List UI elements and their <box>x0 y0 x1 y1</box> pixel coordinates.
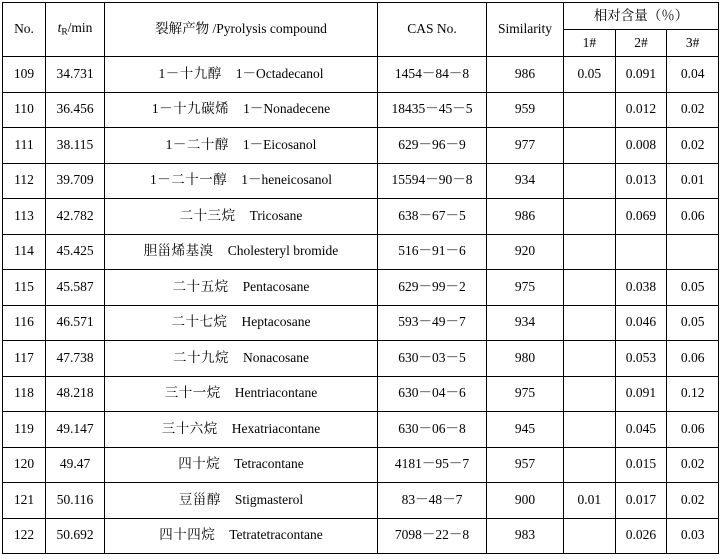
cell-similarity: 959 <box>487 92 564 128</box>
compound-chinese: 二十九烷 <box>173 349 229 365</box>
cell-compound <box>105 376 378 412</box>
cell-sample-1 <box>564 92 616 128</box>
pyrolysis-compound-table <box>2 2 719 554</box>
header-row-top <box>3 3 719 30</box>
table-row <box>3 92 719 128</box>
table-row <box>3 163 719 199</box>
cell-no: 121 <box>3 483 46 519</box>
cell-cas: 630－03－5 <box>378 341 487 377</box>
cell-similarity: 945 <box>487 412 564 448</box>
cell-cas: 593－49－7 <box>378 305 487 341</box>
cell-compound <box>105 483 378 519</box>
cell-sample-1: 0.05 <box>564 57 616 93</box>
cell-sample-1 <box>564 234 616 270</box>
compound-english: Tricosane <box>249 207 303 223</box>
cell-compound <box>105 234 378 270</box>
header-tr-unit: /min <box>67 20 93 36</box>
compound-english: Hentriacontane <box>234 385 318 401</box>
cell-cas: 630－04－6 <box>378 376 487 412</box>
cell-no: 117 <box>3 341 46 377</box>
header-relative-content: 相对含量（％） <box>564 3 719 30</box>
table-row <box>3 412 719 448</box>
cell-sample-3: 0.04 <box>667 57 719 93</box>
cell-retention-time: 34.731 <box>46 57 105 93</box>
cell-retention-time: 36.456 <box>46 92 105 128</box>
cell-sample-2: 0.069 <box>615 199 667 235</box>
cell-similarity: 980 <box>487 341 564 377</box>
cell-cas: 18435－45－5 <box>378 92 487 128</box>
cell-retention-time: 49.47 <box>46 447 105 483</box>
table-row <box>3 518 719 554</box>
compound-chinese: 二十三烷 <box>179 207 236 223</box>
cell-sample-3: 0.03 <box>667 518 719 554</box>
cell-cas: 629－96－9 <box>378 128 487 164</box>
table-row <box>3 376 719 412</box>
table-row <box>3 305 719 341</box>
cell-cas: 1454－84－8 <box>378 57 487 93</box>
table-row <box>3 270 719 306</box>
table-row <box>3 447 719 483</box>
cell-no: 115 <box>3 270 46 306</box>
cell-retention-time: 45.425 <box>46 234 105 270</box>
cell-sample-2: 0.038 <box>615 270 667 306</box>
cell-no: 110 <box>3 92 46 128</box>
cell-sample-2: 0.015 <box>615 447 667 483</box>
compound-chinese: 四十四烷 <box>159 527 216 543</box>
cell-similarity: 975 <box>487 376 564 412</box>
cell-sample-1 <box>564 270 616 306</box>
cell-sample-2: 0.053 <box>615 341 667 377</box>
cell-cas: 638－67－5 <box>378 199 487 235</box>
cell-sample-1 <box>564 305 616 341</box>
cell-sample-2: 0.045 <box>615 412 667 448</box>
cell-similarity: 986 <box>487 199 564 235</box>
cell-sample-2: 0.091 <box>615 57 667 93</box>
cell-retention-time: 47.738 <box>46 341 105 377</box>
compound-chinese: 1－十九碳烯 <box>151 101 230 117</box>
compound-chinese: 二十七烷 <box>171 314 228 330</box>
cell-cas: 83－48－7 <box>378 483 487 519</box>
cell-sample-3: 0.02 <box>667 92 719 128</box>
table-row <box>3 483 719 519</box>
cell-no: 122 <box>3 518 46 554</box>
compound-chinese: 三十六烷 <box>161 420 218 436</box>
cell-sample-2: 0.017 <box>615 483 667 519</box>
cell-sample-3: 0.02 <box>667 447 719 483</box>
cell-compound <box>105 92 378 128</box>
cell-sample-1 <box>564 376 616 412</box>
cell-sample-1 <box>564 518 616 554</box>
cell-sample-2: 0.012 <box>615 92 667 128</box>
cell-compound <box>105 128 378 164</box>
header-tr-symbol: t <box>57 20 62 36</box>
cell-similarity: 957 <box>487 447 564 483</box>
compound-english: Pentacosane <box>242 278 310 294</box>
cell-compound <box>105 57 378 93</box>
cell-sample-1 <box>564 128 616 164</box>
cell-compound <box>105 199 378 235</box>
cell-retention-time: 48.218 <box>46 376 105 412</box>
cell-retention-time: 46.571 <box>46 305 105 341</box>
table-row <box>3 128 719 164</box>
compound-english: Tetracontane <box>234 456 304 472</box>
cell-retention-time: 38.115 <box>46 128 105 164</box>
compound-english: 1－Nonadecene <box>243 101 331 117</box>
header-tr-subscript: R <box>61 27 68 38</box>
cell-cas: 7098－22－8 <box>378 518 487 554</box>
cell-compound <box>105 270 378 306</box>
cell-cas: 629－99－2 <box>378 270 487 306</box>
cell-similarity: 986 <box>487 57 564 93</box>
table-row <box>3 234 719 270</box>
cell-retention-time: 50.692 <box>46 518 105 554</box>
cell-retention-time: 49.147 <box>46 412 105 448</box>
table-row <box>3 199 719 235</box>
cell-sample-2: 0.008 <box>615 128 667 164</box>
compound-chinese: 二十五烷 <box>172 278 229 294</box>
cell-cas: 4181－95－7 <box>378 447 487 483</box>
compound-chinese: 豆甾醇 <box>178 491 221 507</box>
cell-no: 116 <box>3 305 46 341</box>
table-row <box>3 341 719 377</box>
cell-sample-3: 0.06 <box>667 199 719 235</box>
cell-similarity: 900 <box>487 483 564 519</box>
compound-english: Cholesteryl bromide <box>227 243 339 259</box>
cell-sample-3: 0.05 <box>667 270 719 306</box>
cell-retention-time: 45.587 <box>46 270 105 306</box>
cell-compound <box>105 447 378 483</box>
cell-compound <box>105 341 378 377</box>
cell-retention-time: 39.709 <box>46 163 105 199</box>
cell-similarity: 975 <box>487 270 564 306</box>
cell-sample-2: 0.046 <box>615 305 667 341</box>
compound-english: Nonacosane <box>243 349 309 365</box>
header-retention-time <box>46 3 105 57</box>
cell-no: 119 <box>3 412 46 448</box>
compound-chinese: 1－二十醇 <box>165 136 229 152</box>
cell-similarity: 983 <box>487 518 564 554</box>
cell-sample-3: 0.02 <box>667 128 719 164</box>
cell-cas: 516－91－6 <box>378 234 487 270</box>
table-header <box>3 3 719 57</box>
header-sample-3: 3# <box>667 30 719 57</box>
compound-english: 1－Octadecanol <box>235 65 324 81</box>
cell-similarity: 977 <box>487 128 564 164</box>
cell-sample-2: 0.091 <box>615 376 667 412</box>
cell-sample-1 <box>564 447 616 483</box>
compound-chinese: 1－二十一醇 <box>150 172 228 188</box>
cell-no: 111 <box>3 128 46 164</box>
header-cas: CAS No. <box>378 3 487 57</box>
compound-english: 1－heneicosanol <box>241 172 332 188</box>
cell-compound <box>105 412 378 448</box>
cell-compound <box>105 305 378 341</box>
header-sample-1: 1# <box>564 30 616 57</box>
cell-no: 113 <box>3 199 46 235</box>
cell-similarity: 934 <box>487 163 564 199</box>
cell-sample-2: 0.013 <box>615 163 667 199</box>
cell-sample-1: 0.01 <box>564 483 616 519</box>
header-compound: 裂解产物 /Pyrolysis compound <box>105 3 378 57</box>
compound-english: Stigmasterol <box>234 491 304 507</box>
cell-sample-3: 0.01 <box>667 163 719 199</box>
compound-chinese: 三十一烷 <box>164 385 221 401</box>
compound-english: 1－Eicosanol <box>242 136 317 152</box>
cell-sample-3 <box>667 234 719 270</box>
document-page <box>0 2 721 559</box>
cell-cas: 630－06－8 <box>378 412 487 448</box>
cell-compound <box>105 518 378 554</box>
cell-sample-1 <box>564 199 616 235</box>
cell-sample-3: 0.05 <box>667 305 719 341</box>
cell-sample-1 <box>564 412 616 448</box>
cell-sample-2 <box>615 234 667 270</box>
cell-similarity: 934 <box>487 305 564 341</box>
cell-sample-3: 0.12 <box>667 376 719 412</box>
cell-no: 114 <box>3 234 46 270</box>
table-body <box>3 57 719 554</box>
compound-english: Tetratetracontane <box>229 527 323 543</box>
header-no: No. <box>3 3 46 57</box>
cell-retention-time: 50.116 <box>46 483 105 519</box>
cell-cas: 15594－90－8 <box>378 163 487 199</box>
cell-sample-1 <box>564 163 616 199</box>
cell-sample-3: 0.06 <box>667 412 719 448</box>
compound-chinese: 四十烷 <box>178 456 221 472</box>
cell-similarity: 920 <box>487 234 564 270</box>
cell-no: 109 <box>3 57 46 93</box>
cell-no: 120 <box>3 447 46 483</box>
header-sample-2: 2# <box>615 30 667 57</box>
compound-chinese: 1－十九醇 <box>158 65 222 81</box>
table-row <box>3 57 719 93</box>
cell-sample-1 <box>564 341 616 377</box>
compound-english: Heptacosane <box>241 314 311 330</box>
cell-sample-3: 0.02 <box>667 483 719 519</box>
cell-no: 118 <box>3 376 46 412</box>
cell-sample-3: 0.06 <box>667 341 719 377</box>
compound-chinese: 胆甾烯基溴 <box>143 243 214 259</box>
cell-no: 112 <box>3 163 46 199</box>
compound-english: Hexatriacontane <box>231 420 321 436</box>
cell-sample-2: 0.026 <box>615 518 667 554</box>
header-similarity: Similarity <box>487 3 564 57</box>
cell-compound <box>105 163 378 199</box>
cell-retention-time: 42.782 <box>46 199 105 235</box>
